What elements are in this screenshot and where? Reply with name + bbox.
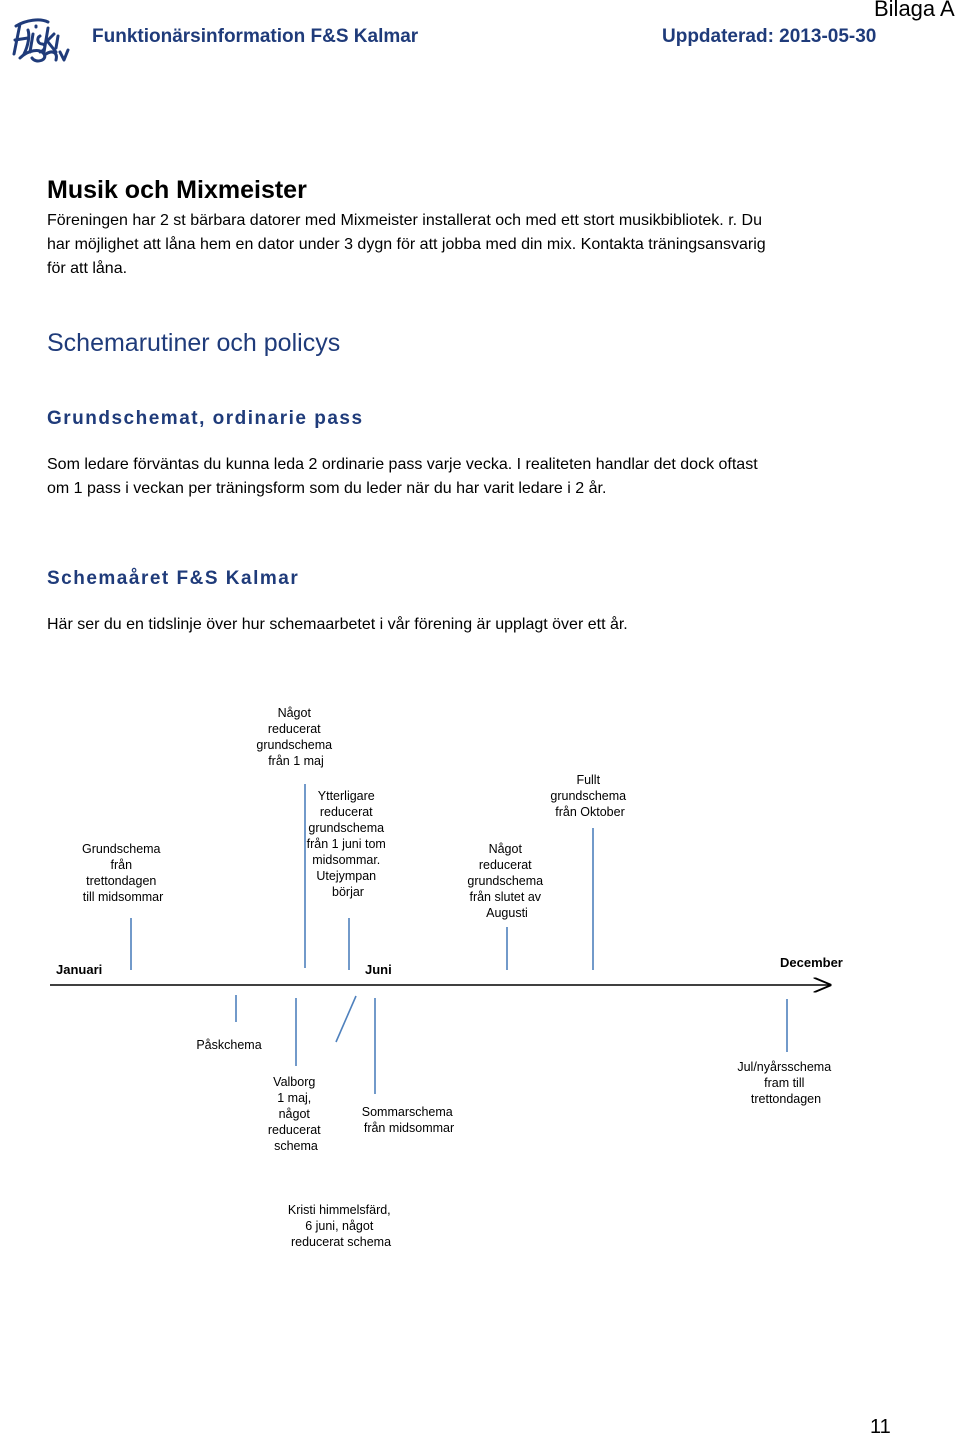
- paragraph-line: för att låna.: [47, 260, 128, 277]
- event-label-augusti: Något reducerat grundschema från slutet av Augusti: [467, 842, 544, 920]
- event-label-oktober: Fullt grundschema från Oktober: [550, 773, 627, 819]
- friskis-svettis-logo: [6, 14, 74, 66]
- schedule-year-paragraph: [47, 613, 927, 637]
- event-label-maj: Något reducerat grundschema från 1 maj: [256, 706, 333, 768]
- event-label-jul: Jul/nyårsschema fram till trettondagen: [737, 1060, 832, 1106]
- page-number: 11: [870, 1416, 891, 1438]
- subheading-base-schedule: Grundschemat, ordinarie pass: [47, 408, 364, 429]
- event-label-kristi: Kristi himmelsfärd, 6 juni, något reducerat schema: [287, 1203, 392, 1249]
- event-label-juni: Ytterligare reducerat grundschema från 1 juni tom midsommar. Utejympan börjar: [306, 789, 386, 899]
- schedule-year-timeline: [0, 680, 960, 1280]
- paragraph-line: har möjlighet att låna hem en dator under 3 dygn för att jobba med din mix. Kontakta träningsansvarig: [47, 236, 766, 253]
- month-label-juni: Juni: [365, 962, 392, 977]
- paragraph-line: Föreningen har 2 st bärbara datorer med Mixmeister installerat och med ett stort musikbibliotek. r. Du: [47, 212, 762, 229]
- event-label-sommar: Sommarschema från midsommar: [361, 1105, 455, 1135]
- paragraph-line: Som ledare förväntas du kunna leda 2 ordinarie pass varje vecka. I realiteten handlar det dock oftast: [47, 456, 758, 473]
- month-label-december: December: [780, 955, 843, 970]
- base-schedule-paragraph: [47, 453, 927, 501]
- event-label-grundschema: Grundschema från trettondagen till midsommar: [82, 842, 164, 904]
- marker-line-kristi: [336, 996, 356, 1042]
- event-label-valborg: Valborg 1 maj, något reducerat schema: [267, 1075, 321, 1153]
- section-heading-music: Musik och Mixmeister: [47, 176, 307, 204]
- document-updated-date: Uppdaterad: 2013-05-30: [662, 26, 877, 47]
- appendix-label: Bilaga A: [874, 0, 955, 21]
- subheading-schedule-year: Schemaåret F&S Kalmar: [47, 568, 300, 589]
- music-paragraph: [47, 209, 927, 281]
- section-heading-schedule: Schemarutiner och policys: [47, 329, 341, 357]
- paragraph-line: om 1 pass i veckan per träningsform som du leder när du har varit ledare i 2 år.: [47, 480, 607, 497]
- document-header-title: Funktionärsinformation F&S Kalmar: [92, 26, 419, 47]
- paragraph-line: Här ser du en tidslinje över hur schemaarbetet i vår förening är upplagt över ett år.: [47, 616, 628, 633]
- event-label-pask: Påskchema: [196, 1038, 262, 1052]
- month-label-januari: Januari: [56, 962, 103, 977]
